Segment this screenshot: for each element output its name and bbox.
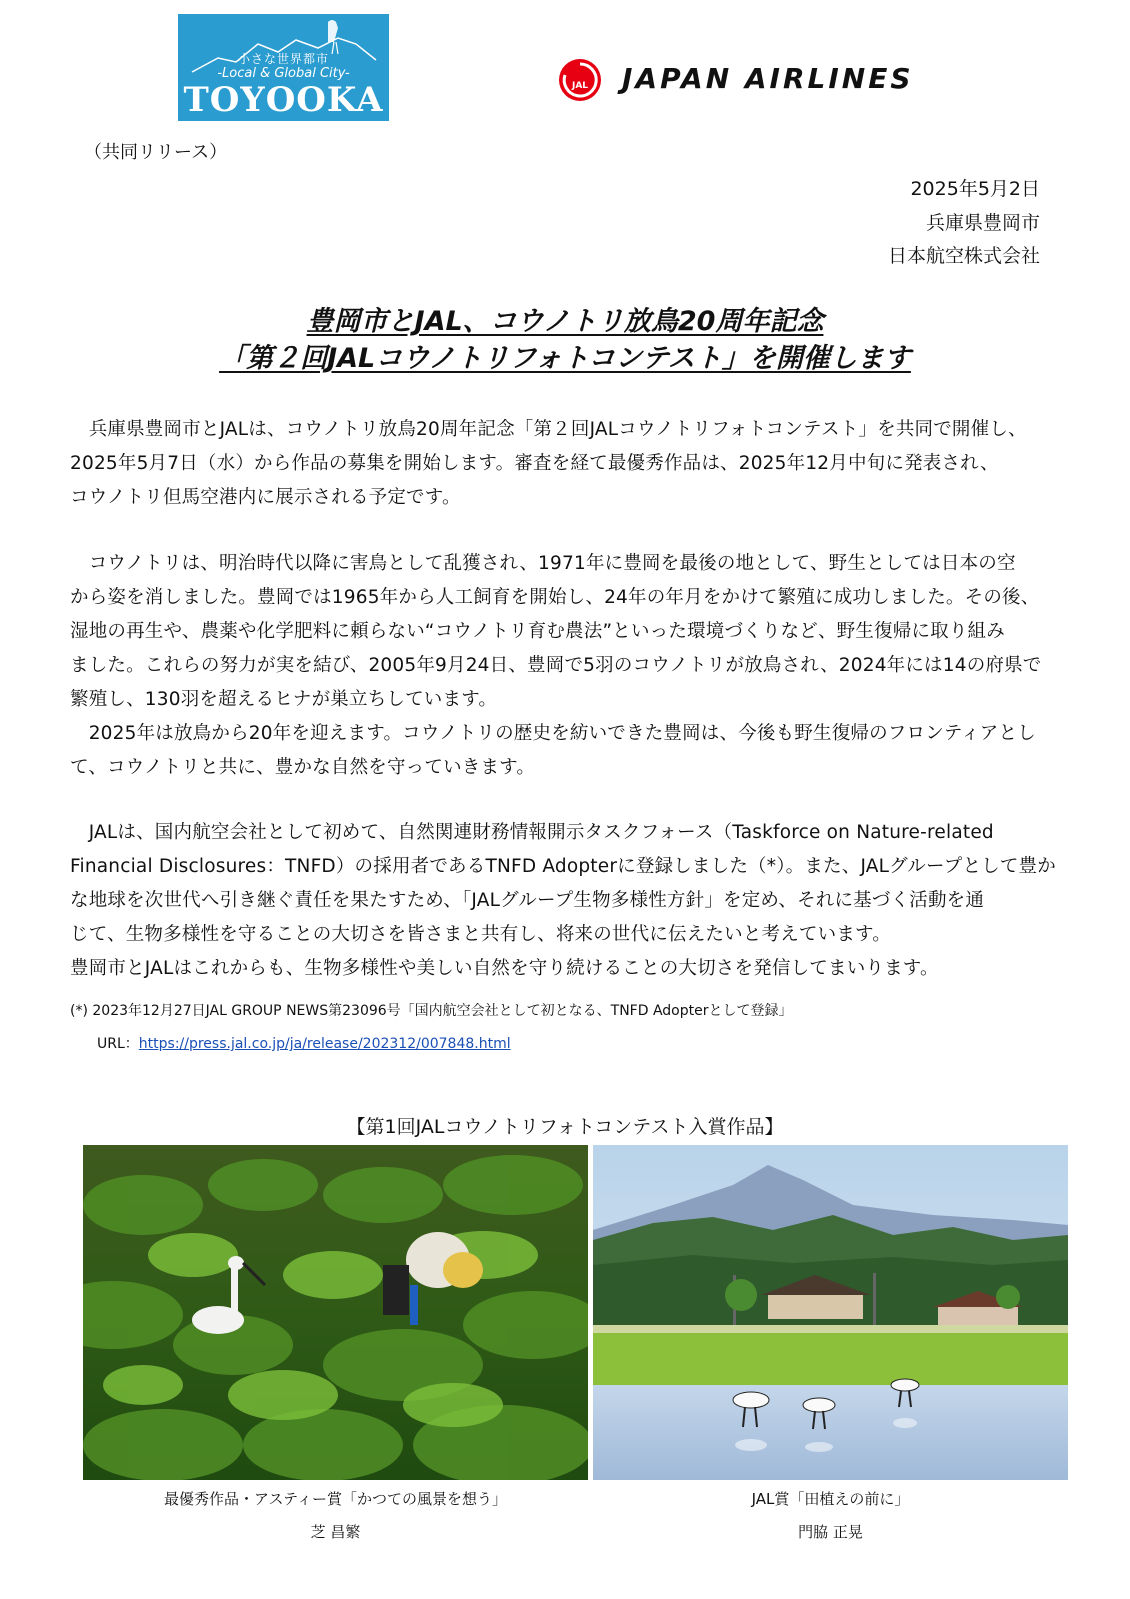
photo-paddy-storks-image	[593, 1145, 1068, 1480]
photo-2-caption: JAL賞「田植えの前に」	[751, 1490, 910, 1508]
issuer-jal: 日本航空株式会社	[887, 245, 1040, 267]
text-line: コウノトリ但馬空港内に展示される予定です。	[70, 487, 461, 508]
text-line: Financial Disclosures：TNFD）の採用者であるTNFD Adopterに登録しました（*）。また、JALグループとして豊か	[70, 856, 1056, 877]
headline	[0, 303, 1130, 377]
toyooka-logo-name: TOYOOKA	[183, 80, 384, 120]
footnote: (*) 2023年12月27日JAL GROUP NEWS第23096号「国内航空会社として初となる、TNFD Adopterとして登録」	[70, 1003, 793, 1019]
toyooka-logo	[178, 14, 389, 121]
photo-lotus-stork-image	[83, 1145, 588, 1480]
text-line: 豊岡市とJALはこれからも、生物多様性や美しい自然を守り続けることの大切さを発信してまいります。	[70, 958, 939, 979]
text-line: な地球を次世代へ引き継ぐ責任を果たすため、「JALグループ生物多様性方針」を定め、それに基づく活動を通	[70, 890, 985, 911]
paragraph-announcement	[70, 413, 1070, 515]
text-line: 繁殖し、130羽を超えるヒナが巣立ちしています。	[70, 689, 498, 710]
text-line: 2025年は放鳥から20年を迎えます。コウノトリの歴史を紡いできた豊岡は、今後も野生復帰のフロンティアとし	[70, 723, 1036, 744]
toyooka-logo-subtitle: -Local & Global City-	[217, 66, 350, 81]
text-line: て、コウノトリと共に、豊かな自然を守っていきます。	[70, 757, 536, 778]
text-line: 2025年5月7日（水）から作品の募集を開始します。審査を経て最優秀作品は、2025年12月中旬に発表され、	[70, 453, 999, 474]
jal-wordmark: JAPAN AIRLINES	[622, 62, 914, 95]
jal-logo	[530, 26, 1050, 126]
photo-2-author: 門脇 正晃	[798, 1523, 863, 1541]
release-date: 2025年5月2日	[910, 178, 1040, 200]
text-line: JALは、国内航空会社として初めて、自然関連財務情報開示タスクフォース（Taskforce on Nature-related	[70, 822, 994, 843]
text-line: じて、生物多様性を守ることの大切さを皆さまと共有し、将来の世代に伝えたいと考えています。	[70, 924, 891, 945]
jal-crane-emblem-icon	[558, 58, 602, 102]
text-line: ました。これらの努力が実を結び、2005年9月24日、豊岡で5羽のコウノトリが放鳥され、2024年には14の府県で	[70, 655, 1042, 676]
paragraph-jal-biodiversity	[70, 816, 1070, 986]
winning-photo-paddy-field	[593, 1145, 1068, 1480]
press-release-link[interactable]: https://press.jal.co.jp/ja/release/202312/007848.html	[138, 1036, 511, 1052]
issuer-toyooka: 兵庫県豊岡市	[925, 212, 1040, 234]
headline-line-1: 豊岡市とJAL、コウノトリ放鳥20周年記念	[306, 306, 824, 337]
footnote-url-line	[97, 1033, 511, 1053]
url-label: URL：	[97, 1036, 139, 1052]
text-line: 湿地の再生や、農薬や化学肥料に頼らない“コウノトリ育む農法”といった環境づくりなど、野生復帰に取り組み	[70, 621, 1005, 642]
paragraph-stork-history	[70, 547, 1070, 785]
text-line: から姿を消しました。豊岡では1965年から人工飼育を開始し、24年の年月をかけて繁殖に成功しました。その後、	[70, 587, 1040, 608]
text-line: コウノトリは、明治時代以降に害鳥として乱獲され、1971年に豊岡を最後の地として、野生としては日本の空	[70, 553, 1016, 574]
headline-line-2: 「第２回JALコウノトリフォトコンテスト」を開催します	[219, 343, 911, 374]
gallery-title: 【第1回JALコウノトリフォトコンテスト入賞作品】	[346, 1116, 784, 1138]
jal-emblem-text: JAL	[571, 81, 589, 91]
joint-release-label: （共同リリース）	[84, 142, 228, 163]
photo-1-caption: 最優秀作品・アスティー賞「かつての風景を想う」	[164, 1490, 507, 1508]
text-line: 兵庫県豊岡市とJALは、コウノトリ放鳥20周年記念「第２回JALコウノトリフォトコンテスト」を共同で開催し、	[70, 419, 1027, 440]
toyooka-logo-tagline: 小さな世界都市	[237, 52, 329, 66]
winning-photo-lotus-field	[83, 1145, 588, 1480]
photo-1-author: 芝 昌繁	[310, 1523, 361, 1541]
